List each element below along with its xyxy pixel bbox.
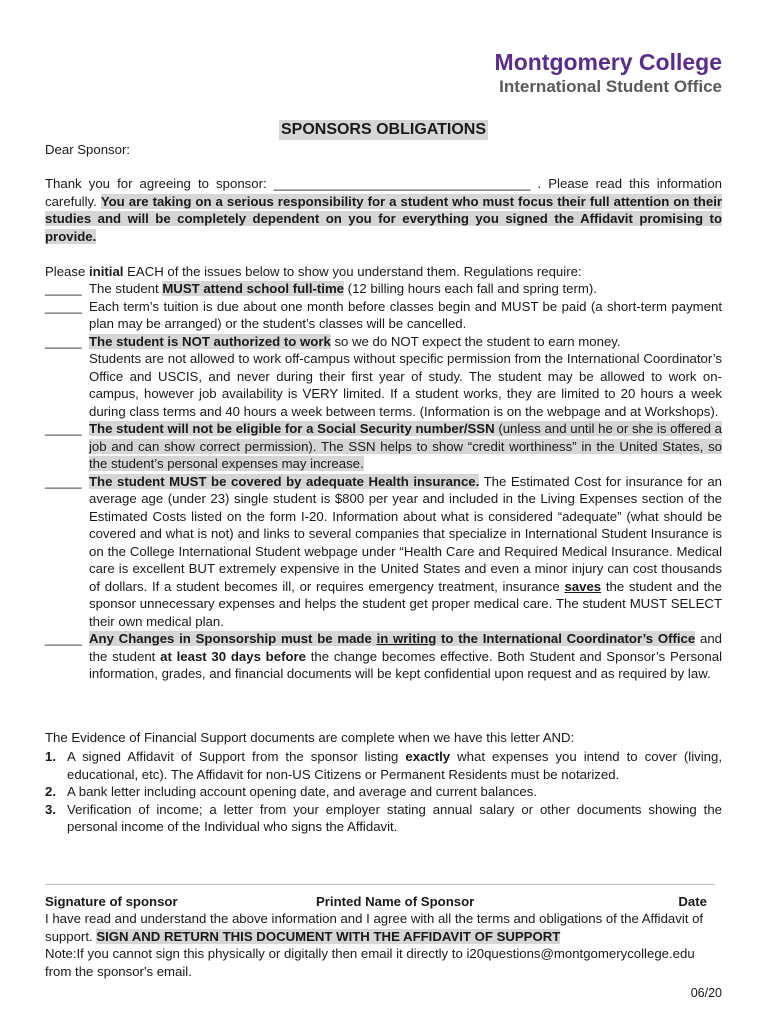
item-text: A bank letter including account opening date, and average and current balances. [67, 784, 537, 799]
item-text: A signed Affidavit of Support from the sponsor listing [67, 749, 406, 764]
signature-label: Signature of sponsor [45, 894, 178, 909]
obligations-list [45, 280, 722, 683]
item-bold: Any Changes in Sponsorship must be made [89, 631, 377, 646]
item-text: Each term’s tuition is due about one month before classes begin and MUST be paid (a short-term payment plan may be arranged) or the student’s classes will be cancelled. [89, 298, 722, 331]
instructions-c: EACH of the issues below to show you understand them. Regulations require: [123, 264, 582, 279]
instructions-initial: initial [89, 264, 124, 279]
instructions [45, 263, 722, 281]
list-number: 2. [45, 784, 56, 799]
item-text: the student and the sponsor unnecessary expenses and helps the student get proper medical care. The student MUST SELECT their own medical plan. [89, 578, 722, 629]
item-bold: The student is NOT authorized to work [89, 333, 331, 349]
page-title: SPONSORS OBLIGATIONS [280, 121, 487, 138]
title-wrap [45, 120, 722, 140]
email-note: Note:If you cannot sign this physically or digitally then email it directly to i20questions@montgomerycollege.edu from the sponsor's email. [45, 946, 695, 979]
requirement-item [45, 801, 722, 836]
item-text: (12 billing hours each fall and spring term). [344, 281, 597, 296]
instructions-a: Please [45, 264, 89, 279]
letterhead [495, 48, 722, 98]
agreement-text [45, 910, 722, 945]
printed-name-label: Printed Name of Sponsor [316, 894, 475, 909]
item-text: (unless and until he or she is offered a job and can show correct permission). The SSN helps to show “credit worthiness” in the United States, so the student’s personal expenses may increase. [89, 421, 722, 471]
item-text: The Estimated Cost for insurance for an average age (under 23) single student is $800 per year and included in the Living Expenses section of the Estimated Costs listed on the form I-20. Information about what is considered “adequate” (what should be covered and what is not) and links to several companies that specialize in International Student Insurance is on the College International Student webpage under “Health Care and Required Medical Insurance. Medical care is excellent BUT extremely expensive in the United States and even a minor injury can cost thousands of dollars. If a student becomes ill, or requires emergency treatment, insurance [89, 473, 722, 594]
initial-blank[interactable]: _____ [45, 421, 82, 436]
item-text: Verification of income; a letter from your employer stating annual salary or other documents showing the personal income of the Individual who signs the Affidavit. [67, 801, 722, 834]
obligation-item [45, 333, 722, 421]
item-bold: to the International Coordinator’s Office [436, 631, 696, 646]
document-revision-date: 06/20 [690, 986, 722, 1000]
initial-blank[interactable]: _____ [45, 333, 82, 349]
salutation: Dear Sponsor: [45, 142, 131, 157]
initial-blank[interactable]: _____ [45, 473, 82, 489]
item-underline: in writing [376, 631, 437, 646]
initial-blank[interactable]: _____ [45, 298, 82, 314]
item-text: so we do NOT expect the student to earn money. [330, 333, 621, 349]
item-text: Students are not allowed to work off-campus without specific permission from the International Coordinator’s Office and USCIS, and never during their first year of study. The student may be allowed to work on-campus, however job availability is VERY limited. If a student works, they are limited to 20 hours a week during class terms and 40 hours a week between terms. (Information is on the webpage and at Workshops). [89, 351, 722, 419]
item-text: The student [89, 281, 163, 296]
intro-text: Thank you for agreeing to sponsor: ___________________________________ . Please read this information carefully. [45, 176, 722, 209]
initial-blank[interactable]: _____ [45, 281, 82, 296]
item-bold: The student MUST be covered by adequate Health insurance. [89, 473, 480, 489]
intro-paragraph [45, 175, 722, 245]
requirement-item [45, 783, 722, 801]
intro-bold-text: You are taking on a serious responsibility for a student who must focus their full attention on their studies and will be completely dependent on you for everything you signed the Affidavit promising to provide. [45, 193, 722, 244]
office-name: International Student Office [499, 77, 722, 96]
item-bold: The student will not be eligible for a Social Security number/SSN [89, 421, 495, 436]
college-name: Montgomery College [494, 49, 722, 75]
obligation-item [45, 280, 722, 298]
obligation-item [45, 630, 722, 683]
agreement-body: I have read and understand the above information and I agree with all the terms and obligations of the Affidavit of support. [45, 911, 704, 944]
item-bold: MUST attend school full-time [162, 281, 345, 296]
evidence-heading: The Evidence of Financial Support documents are complete when we have this letter AND: [45, 730, 575, 745]
item-underline: saves [564, 578, 602, 594]
initial-blank[interactable]: _____ [45, 631, 82, 646]
item-text: what expenses you intend to cover (living, educational, etc). The Affidavit for non-US Citizens or Permanent Residents must be notarized. [67, 749, 722, 782]
obligation-item [45, 473, 722, 631]
item-bold: exactly [405, 749, 451, 764]
item-text: and the student [89, 631, 722, 664]
item-text: the change becomes effective. Both Student and Sponsor’s Personal information, grades, and financial documents will be kept confidential upon request and as required by law. [89, 648, 723, 681]
requirement-item [45, 748, 722, 783]
item-bold-group [89, 631, 695, 646]
list-number: 3. [45, 801, 56, 817]
date-label: Date [678, 894, 707, 909]
obligation-item [45, 420, 722, 473]
requirements-list [45, 748, 722, 836]
list-number: 1. [45, 749, 56, 764]
obligation-item [45, 298, 722, 333]
item-bold: at least 30 days before [160, 648, 306, 664]
agreement-instruction: SIGN AND RETURN THIS DOCUMENT WITH THE AFFIDAVIT OF SUPPORT [96, 928, 561, 944]
signature-line[interactable] [45, 884, 715, 885]
